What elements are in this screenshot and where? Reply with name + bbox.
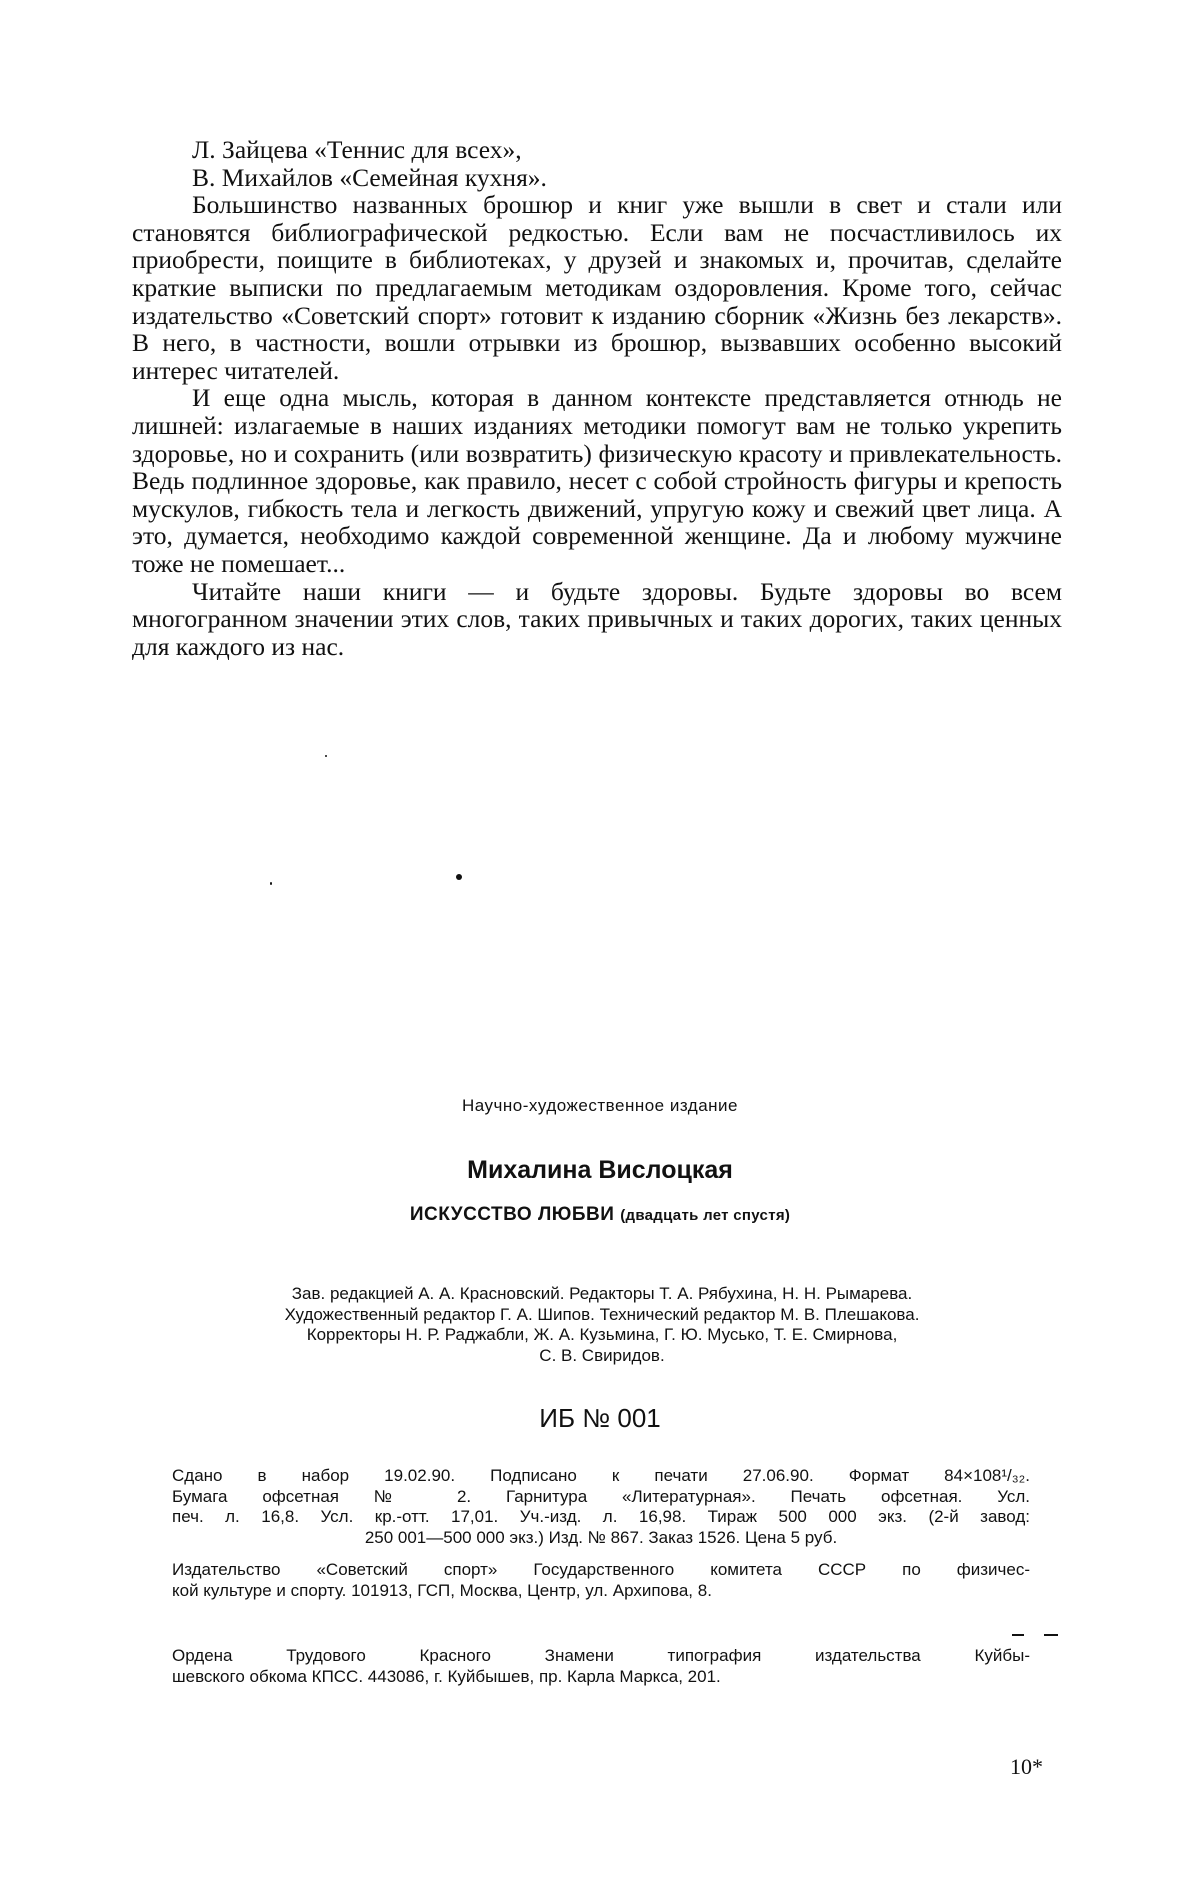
page-number: 10*: [1010, 1754, 1043, 1780]
credits-line: Художественный редактор Г. А. Шипов. Технический редактор М. В. Плешакова.: [172, 1305, 1032, 1326]
publisher-line: кой культуре и спорту. 101913, ГСП, Москва, Центр, ул. Архипова, 8.: [172, 1581, 1030, 1602]
title-main: ИСКУССТВО ЛЮБВИ: [410, 1204, 615, 1225]
reference-line: В. Михайлов «Семейная кухня».: [132, 164, 1062, 192]
printer-line: Ордена Трудового Красного Знамени типография издательства Куйбы-: [172, 1646, 1030, 1667]
credits-line: Зав. редакцией А. А. Красновский. Редакторы Т. А. Рябухина, Н. Н. Рымарева.: [172, 1284, 1032, 1305]
print-speck: [270, 882, 272, 885]
publisher-line: Издательство «Советский спорт» Государственного комитета СССР по физичес-: [172, 1560, 1030, 1581]
credits-line: Корректоры Н. Р. Раджабли, Ж. А. Кузьмина, Г. Ю. Мусько, Т. Е. Смирнова,: [172, 1325, 1032, 1346]
reference-line: Л. Зайцева «Теннис для всех»,: [132, 136, 1062, 164]
spec-line: Сдано в набор 19.02.90. Подписано к печати 27.06.90. Формат 84×108¹/₃₂.: [172, 1466, 1030, 1487]
main-text: [132, 136, 1062, 660]
printer-line: шевского обкома КПСС. 443086, г. Куйбышев, пр. Карла Маркса, 201.: [172, 1667, 1030, 1688]
printer-info: [172, 1646, 1030, 1687]
spec-line: Бумага офсетная № 2. Гарнитура «Литературная». Печать офсетная. Усл.: [172, 1487, 1030, 1508]
book-title: [170, 1204, 1030, 1226]
print-speck: [325, 755, 327, 757]
ib-number: ИБ № 001: [170, 1403, 1030, 1434]
edition-type: Научно-художественное издание: [170, 1096, 1030, 1116]
publisher-info: [172, 1560, 1030, 1601]
print-dash: [1012, 1634, 1024, 1636]
paragraph: И еще одна мысль, которая в данном контексте представляется отнюдь не лишней: излагаемые в наших изданиях методики помогут вам не только укрепить здоровье, но и сохранить (или возвратить) физическую красоту и привлекательность. Ведь подлинное здоровье, как правило, несет с собой стройность фигуры и крепость мускулов, гибкость тела и легкость движений, упругую кожу и свежий цвет лица. А это, думается, необходимо каждой современной женщине. Да и любому мужчине тоже не помешает...: [132, 384, 1062, 577]
paragraph: Читайте наши книги — и будьте здоровы. Будьте здоровы во всем многогранном значении этих слов, таких привычных и таких дорогих, таких ценных для каждого из нас.: [132, 578, 1062, 661]
author-name: Михалина Вислоцкая: [170, 1156, 1030, 1185]
title-subtitle: (двадцать лет спустя): [620, 1207, 790, 1224]
spec-line: печ. л. 16,8. Усл. кр.-отт. 17,01. Уч.-изд. л. 16,98. Тираж 500 000 экз. (2-й завод:: [172, 1507, 1030, 1528]
editorial-credits: [172, 1284, 1032, 1366]
print-speck: [456, 874, 462, 880]
print-specifications: [172, 1466, 1030, 1548]
paragraph: Большинство названных брошюр и книг уже вышли в свет и стали или становятся библиографической редкостью. Если вам не посчастливилось их приобрести, поищите в библиотеках, у друзей и знакомых и, прочитав, сделайте краткие выписки по предлагаемым методикам оздоровления. Кроме того, сейчас издательство «Советский спорт» готовит к изданию сборник «Жизнь без лекарств». В него, в частности, вошли отрывки из брошюр, вызвавших особенно высокий интерес читателей.: [132, 191, 1062, 384]
print-dash: [1044, 1634, 1058, 1636]
credits-line: С. В. Свиридов.: [172, 1346, 1032, 1367]
book-page: [0, 0, 1200, 1894]
spec-line: 250 001—500 000 экз.) Изд. № 867. Заказ 1526. Цена 5 руб.: [172, 1528, 1030, 1549]
